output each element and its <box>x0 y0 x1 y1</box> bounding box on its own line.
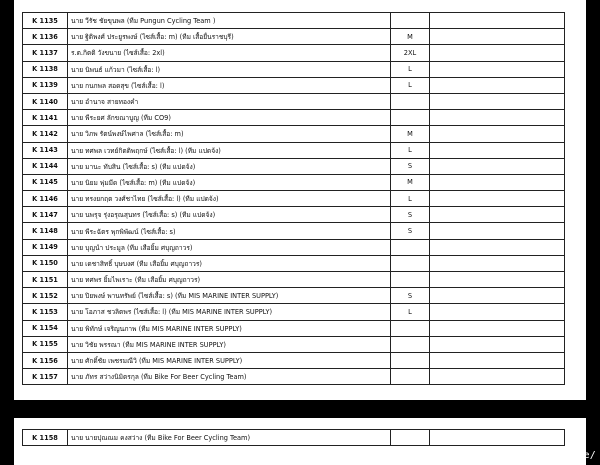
table-row <box>23 304 565 320</box>
blank-cell <box>430 320 565 336</box>
participant-name: นาย นิยม พุ่มมีด (ไซส์เสื้อ: m) (ทีม แปดจ้ง) <box>68 174 391 190</box>
participant-table-next-page <box>22 429 565 446</box>
shirt-size: S <box>391 207 430 223</box>
blank-cell <box>430 93 565 109</box>
table-row <box>23 142 565 158</box>
participant-name: นาย อำนาจ สายทองคำ <box>68 93 391 109</box>
participant-code: K 1143 <box>23 142 68 158</box>
shirt-size: L <box>391 191 430 207</box>
participant-code: K 1138 <box>23 61 68 77</box>
table-row <box>23 45 565 61</box>
participant-name: นาย ทศพล เวทย์กิตติพฤกษ์ (ไซส์เสื้อ: l) (ทีม แปดจ้ง) <box>68 142 391 158</box>
participant-code: K 1150 <box>23 255 68 271</box>
participant-code: K 1147 <box>23 207 68 223</box>
table-row <box>23 336 565 352</box>
participant-name: นาย วิชัย พรรณา (ทีม MIS MARINE INTER SUPPLY) <box>68 336 391 352</box>
shirt-size <box>391 352 430 368</box>
participant-name: นาย ฐิติพงศ์ ประยูรพงษ์ (ไซส์เสื้อ: m) (ทีม เสื้อยื่นราชบุรี) <box>68 29 391 45</box>
shirt-size: M <box>391 174 430 190</box>
participant-table <box>22 12 565 385</box>
table-row <box>23 223 565 239</box>
blank-cell <box>430 174 565 190</box>
shirt-size <box>391 430 430 446</box>
participant-code: K 1136 <box>23 29 68 45</box>
participant-name: นาย โอภาส ชวลิตพร (ไซส์เสื้อ: l) (ทีม MIS MARINE INTER SUPPLY) <box>68 304 391 320</box>
table-row <box>23 174 565 190</box>
participant-name: นาย วีรัช ชัยขุนพล (ทีม Pungun Cycling Team ) <box>68 13 391 29</box>
participant-code: K 1157 <box>23 369 68 385</box>
participant-name: นาย ศักดิ์ชัย เพชรมณีวิ (ทีม MIS MARINE INTER SUPPLY) <box>68 352 391 368</box>
table-row <box>23 352 565 368</box>
blank-cell <box>430 207 565 223</box>
table-row <box>23 239 565 255</box>
participant-code: K 1156 <box>23 352 68 368</box>
participant-name: นาย พีระฉัตร พุกพิพัฒน์ (ไซส์เสื้อ: s) <box>68 223 391 239</box>
blank-cell <box>430 430 565 446</box>
table-row <box>23 93 565 109</box>
participant-code: K 1151 <box>23 272 68 288</box>
participant-code: K 1153 <box>23 304 68 320</box>
participant-name: นาย บุญนำ ประมูล (ทีม เสือยิ้ม ศบุญถาวร) <box>68 239 391 255</box>
shirt-size: M <box>391 126 430 142</box>
participant-name: นาย นิพนธ์ แก้วมา (ไซส์เสื้อ: l) <box>68 61 391 77</box>
blank-cell <box>430 45 565 61</box>
image-watermark: [1080x803] https://upic.me/ <box>428 450 596 461</box>
blank-cell <box>430 77 565 93</box>
participant-name: นาย พีระยศ ลักขณาบูญ (ทีม CO9) <box>68 110 391 126</box>
participant-code: K 1141 <box>23 110 68 126</box>
participant-name: นาย มานะ ทับสิน (ไซส์เสื้อ: s) (ทีม แปดจ้ง) <box>68 158 391 174</box>
participant-name: นาย ทรงยกฤต วงศ์ชาไทย (ไซส์เสื้อ: l) (ทีม แปดจ้ง) <box>68 191 391 207</box>
shirt-size <box>391 336 430 352</box>
participant-code: K 1146 <box>23 191 68 207</box>
table-row <box>23 126 565 142</box>
participant-name: นาย นพรุจ รุ่งอรุณสุนทร (ไซส์เสื้อ: s) (ทีม แปดจ้ง) <box>68 207 391 223</box>
blank-cell <box>430 142 565 158</box>
table-row <box>23 207 565 223</box>
shirt-size: L <box>391 61 430 77</box>
blank-cell <box>430 158 565 174</box>
shirt-size <box>391 369 430 385</box>
shirt-size <box>391 272 430 288</box>
shirt-size: L <box>391 304 430 320</box>
blank-cell <box>430 110 565 126</box>
blank-cell <box>430 13 565 29</box>
shirt-size: L <box>391 77 430 93</box>
table-row <box>23 288 565 304</box>
participant-name: ร.ต.กิตติ วังขนาย (ไซส์เสื้อ: 2xl) <box>68 45 391 61</box>
table-row <box>23 13 565 29</box>
participant-code: K 1152 <box>23 288 68 304</box>
table-row <box>23 158 565 174</box>
participant-code: K 1135 <box>23 13 68 29</box>
participant-code: K 1149 <box>23 239 68 255</box>
participant-code: K 1137 <box>23 45 68 61</box>
participant-code: K 1140 <box>23 93 68 109</box>
table-row <box>23 29 565 45</box>
participant-code: K 1158 <box>23 430 68 446</box>
table-row <box>23 255 565 271</box>
participant-code: K 1145 <box>23 174 68 190</box>
participant-code: K 1148 <box>23 223 68 239</box>
table-row <box>23 369 565 385</box>
participant-code: K 1154 <box>23 320 68 336</box>
table-row <box>23 272 565 288</box>
participant-name: นาย พิทักษ์ เจริญนภาพ (ทีม MIS MARINE INTER SUPPLY) <box>68 320 391 336</box>
table-row <box>23 320 565 336</box>
blank-cell <box>430 223 565 239</box>
participant-code: K 1142 <box>23 126 68 142</box>
participant-name: นาย ปิยพงษ์ พานทรัพย์ (ไซส์เสื้อ: s) (ทีม MIS MARINE INTER SUPPLY) <box>68 288 391 304</box>
blank-cell <box>430 272 565 288</box>
table-row <box>23 191 565 207</box>
blank-cell <box>430 304 565 320</box>
blank-cell <box>430 336 565 352</box>
blank-cell <box>430 191 565 207</box>
shirt-size: L <box>391 142 430 158</box>
shirt-size <box>391 239 430 255</box>
participant-name: นาย ภัทร สว่างนิมิตรกุล (ทีม Bike For Beer Cycling Team) <box>68 369 391 385</box>
blank-cell <box>430 288 565 304</box>
participant-name: นาย นายปุณณม คงสว่าง (ทีม Bike For Beer Cycling Team) <box>68 430 391 446</box>
shirt-size: S <box>391 288 430 304</box>
participant-code: K 1155 <box>23 336 68 352</box>
shirt-size <box>391 93 430 109</box>
blank-cell <box>430 255 565 271</box>
shirt-size: S <box>391 158 430 174</box>
blank-cell <box>430 352 565 368</box>
shirt-size <box>391 13 430 29</box>
table-row <box>23 430 565 446</box>
participant-name: นาย เดชาสิทธิ์ บุษบงศ (ทีม เสือยิ้ม ศบุญถาวร) <box>68 255 391 271</box>
participant-code: K 1144 <box>23 158 68 174</box>
blank-cell <box>430 126 565 142</box>
shirt-size <box>391 255 430 271</box>
participant-name: นาย กนกพล สอดสุข (ไซส์เสื้อ: l) <box>68 77 391 93</box>
shirt-size: 2XL <box>391 45 430 61</box>
shirt-size: S <box>391 223 430 239</box>
blank-cell <box>430 29 565 45</box>
shirt-size: M <box>391 29 430 45</box>
table-row <box>23 77 565 93</box>
blank-cell <box>430 239 565 255</box>
blank-cell <box>430 61 565 77</box>
table-row <box>23 110 565 126</box>
table-row <box>23 61 565 77</box>
shirt-size <box>391 110 430 126</box>
participant-code: K 1139 <box>23 77 68 93</box>
participant-name: นาย ทศพร ยิ้มไพเราะ (ทีม เสือยิ้ม ศบุญถาวร) <box>68 272 391 288</box>
shirt-size <box>391 320 430 336</box>
blank-cell <box>430 369 565 385</box>
participant-name: นาย วิภพ รัตน์พงษ์ไพศาล (ไซส์เสื้อ: m) <box>68 126 391 142</box>
